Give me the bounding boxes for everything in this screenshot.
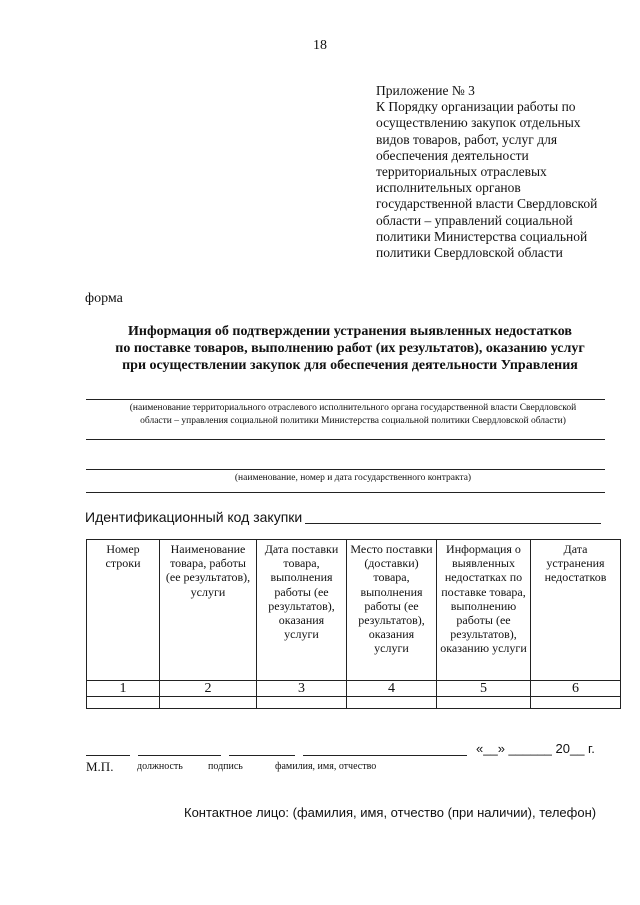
seal-label: М.П. bbox=[86, 759, 114, 774]
table-cell[interactable] bbox=[347, 697, 437, 709]
full-name-line[interactable] bbox=[303, 755, 467, 756]
table-cell[interactable] bbox=[531, 697, 621, 709]
appendix-line: политики Министерства социальной bbox=[376, 228, 588, 244]
appendix-line: К Порядку организации работы по bbox=[376, 99, 576, 115]
table-header-cell: Место поставки (доставки) товара, выполнения работы (ее результатов), оказания услуги bbox=[347, 540, 437, 681]
column-number: 6 bbox=[531, 681, 621, 697]
organ-name-line[interactable] bbox=[86, 399, 605, 400]
table-cell[interactable] bbox=[257, 697, 347, 709]
appendix-block bbox=[376, 83, 626, 261]
organ-name-line-2[interactable] bbox=[86, 439, 605, 440]
table-header-cell: Наименование товара, работы (ее результатов), услуги bbox=[160, 540, 257, 681]
contract-line[interactable] bbox=[86, 469, 605, 470]
column-number: 1 bbox=[87, 681, 160, 697]
contact-person-line: Контактное лицо: (фамилия, имя, отчество (при наличии), телефон) bbox=[184, 805, 597, 820]
organ-caption-line: области – управления социальной политики Министерства социальной политики Свердловской области) bbox=[140, 416, 566, 426]
title-line: по поставке товаров, выполнению работ (их результатов), оказанию услуг bbox=[115, 341, 585, 356]
title-line: при осуществлении закупок для обеспечения деятельности Управления bbox=[122, 358, 578, 373]
column-number: 4 bbox=[347, 681, 437, 697]
mp-line[interactable] bbox=[86, 755, 130, 756]
contract-line-2[interactable] bbox=[86, 492, 605, 493]
column-number: 2 bbox=[160, 681, 257, 697]
position-line[interactable] bbox=[138, 755, 221, 756]
column-number: 3 bbox=[257, 681, 347, 697]
organ-caption-line: (наименование территориального отраслевого исполнительного органа государственной власти Свердловской bbox=[129, 403, 577, 413]
appendix-line: территориальных отраслевых bbox=[376, 164, 547, 180]
full-name-caption: фамилия, имя, отчество bbox=[275, 761, 377, 772]
appendix-line: обеспечения деятельности bbox=[376, 147, 529, 163]
table-header-cell: Дата поставки товара, выполнения работы (ее результатов), оказания услуги bbox=[257, 540, 347, 681]
table-number-row bbox=[87, 681, 621, 697]
organ-caption bbox=[86, 402, 620, 428]
appendix-line: исполнительных органов bbox=[376, 180, 521, 196]
table-header-cell: Номер строки bbox=[87, 540, 160, 681]
table-row[interactable] bbox=[87, 697, 621, 709]
form-label: форма bbox=[85, 291, 123, 306]
document-title bbox=[60, 323, 640, 374]
appendix-line: государственной власти Свердловской bbox=[376, 196, 598, 212]
appendix-line: осуществлению закупок отдельных bbox=[376, 115, 581, 131]
appendix-line: области – управлений социальной bbox=[376, 212, 573, 228]
defects-table bbox=[86, 539, 621, 709]
table-cell[interactable] bbox=[160, 697, 257, 709]
title-line: Информация об подтверждении устранения выявленных недостатков bbox=[128, 324, 572, 339]
procurement-code-field[interactable] bbox=[305, 523, 601, 524]
table-cell[interactable] bbox=[437, 697, 531, 709]
appendix-line: видов товаров, работ, услуг для bbox=[376, 131, 558, 147]
position-caption: должность bbox=[137, 761, 183, 772]
procurement-code-label: Идентификационный код закупки bbox=[85, 509, 303, 525]
column-number: 5 bbox=[437, 681, 531, 697]
date-field[interactable]: «__» ______ 20__ г. bbox=[476, 741, 595, 756]
table-header-cell: Дата устранения недостатков bbox=[531, 540, 621, 681]
appendix-line: Приложение № 3 bbox=[376, 83, 475, 98]
table-cell[interactable] bbox=[87, 697, 160, 709]
signature-line[interactable] bbox=[229, 755, 295, 756]
page-number: 18 bbox=[313, 38, 327, 53]
table-header-row bbox=[87, 540, 621, 681]
appendix-line: политики Свердловской области bbox=[376, 245, 563, 261]
table-header-cell: Информация о выявленных недостатках по поставке товара, выполнению работы (ее результатов), оказанию услуги bbox=[437, 540, 531, 681]
signature-caption: подпись bbox=[208, 761, 243, 772]
contract-caption: (наименование, номер и дата государственного контракта) bbox=[234, 473, 472, 483]
